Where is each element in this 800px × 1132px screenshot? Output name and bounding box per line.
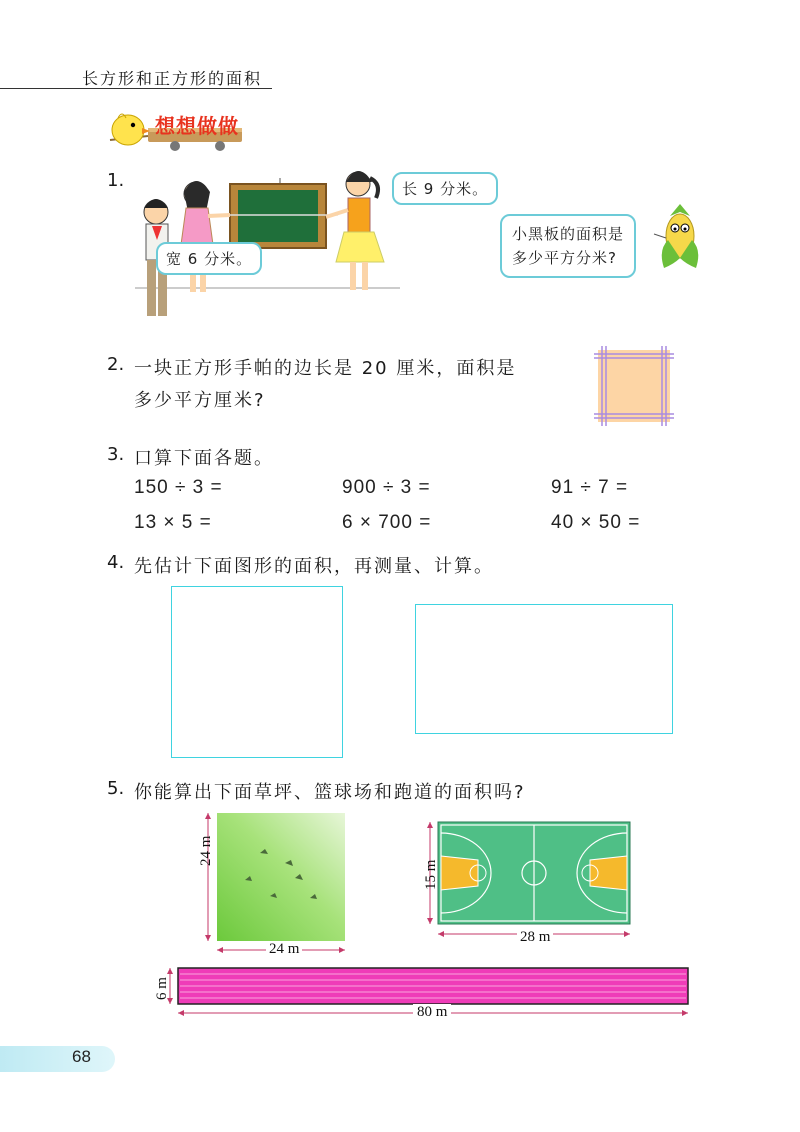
corn-mascot-icon — [650, 200, 710, 275]
chapter-title: 长方形和正方形的面积 — [82, 69, 263, 88]
question-bubble-line1: 小黑板的面积是 — [512, 225, 625, 243]
q3-title: 口算下面各题。 — [134, 448, 274, 469]
q2-line1: 一块正方形手帕的边长是 20 厘米，面积是 — [134, 358, 517, 379]
question-bubble — [500, 214, 636, 278]
handkerchief-icon — [594, 346, 674, 426]
court-side-label: 15 m — [423, 859, 439, 890]
track-bottom-label: 80 m — [413, 1004, 451, 1021]
square-shape — [171, 586, 343, 758]
q3-problem: 13 × 5 = — [134, 512, 212, 533]
q5-text: 你能算出下面草坪、篮球场和跑道的面积吗? — [134, 782, 526, 803]
header-rule — [0, 88, 272, 89]
length-bubble: 长 9 分米。 — [392, 172, 498, 205]
rectangle-shape — [415, 604, 673, 734]
q3-problem: 6 × 700 = — [342, 512, 432, 533]
lawn-figure — [200, 808, 350, 958]
q3-problem: 900 ÷ 3 = — [342, 477, 431, 498]
section-title: 想想做做 — [155, 114, 239, 138]
q4-text: 先估计下面图形的面积，再测量、计算。 — [134, 556, 494, 577]
q3-problem: 91 ÷ 7 = — [551, 477, 629, 498]
basketball-court-figure — [418, 818, 638, 944]
q3-problem: 40 × 50 = — [551, 512, 641, 533]
width-bubble: 宽 6 分米。 — [156, 242, 262, 275]
q2-number: 2. — [107, 354, 125, 375]
lawn-side-label: 24 m — [198, 835, 214, 866]
court-bottom-label: 28 m — [517, 929, 553, 946]
q3-number: 3. — [107, 444, 125, 465]
q3-problem: 150 ÷ 3 = — [134, 477, 223, 498]
q4-number: 4. — [107, 552, 125, 573]
question-bubble-line2: 多少平方分米? — [512, 249, 617, 267]
page-number: 68 — [72, 1047, 91, 1066]
q2-line2: 多少平方厘米? — [134, 390, 266, 411]
lawn-bottom-label: 24 m — [266, 941, 302, 958]
page-number-tab — [0, 1046, 115, 1072]
q5-number: 5. — [107, 778, 125, 799]
q1-number: 1. — [107, 170, 125, 191]
track-side-label: 6 m — [154, 977, 170, 1000]
